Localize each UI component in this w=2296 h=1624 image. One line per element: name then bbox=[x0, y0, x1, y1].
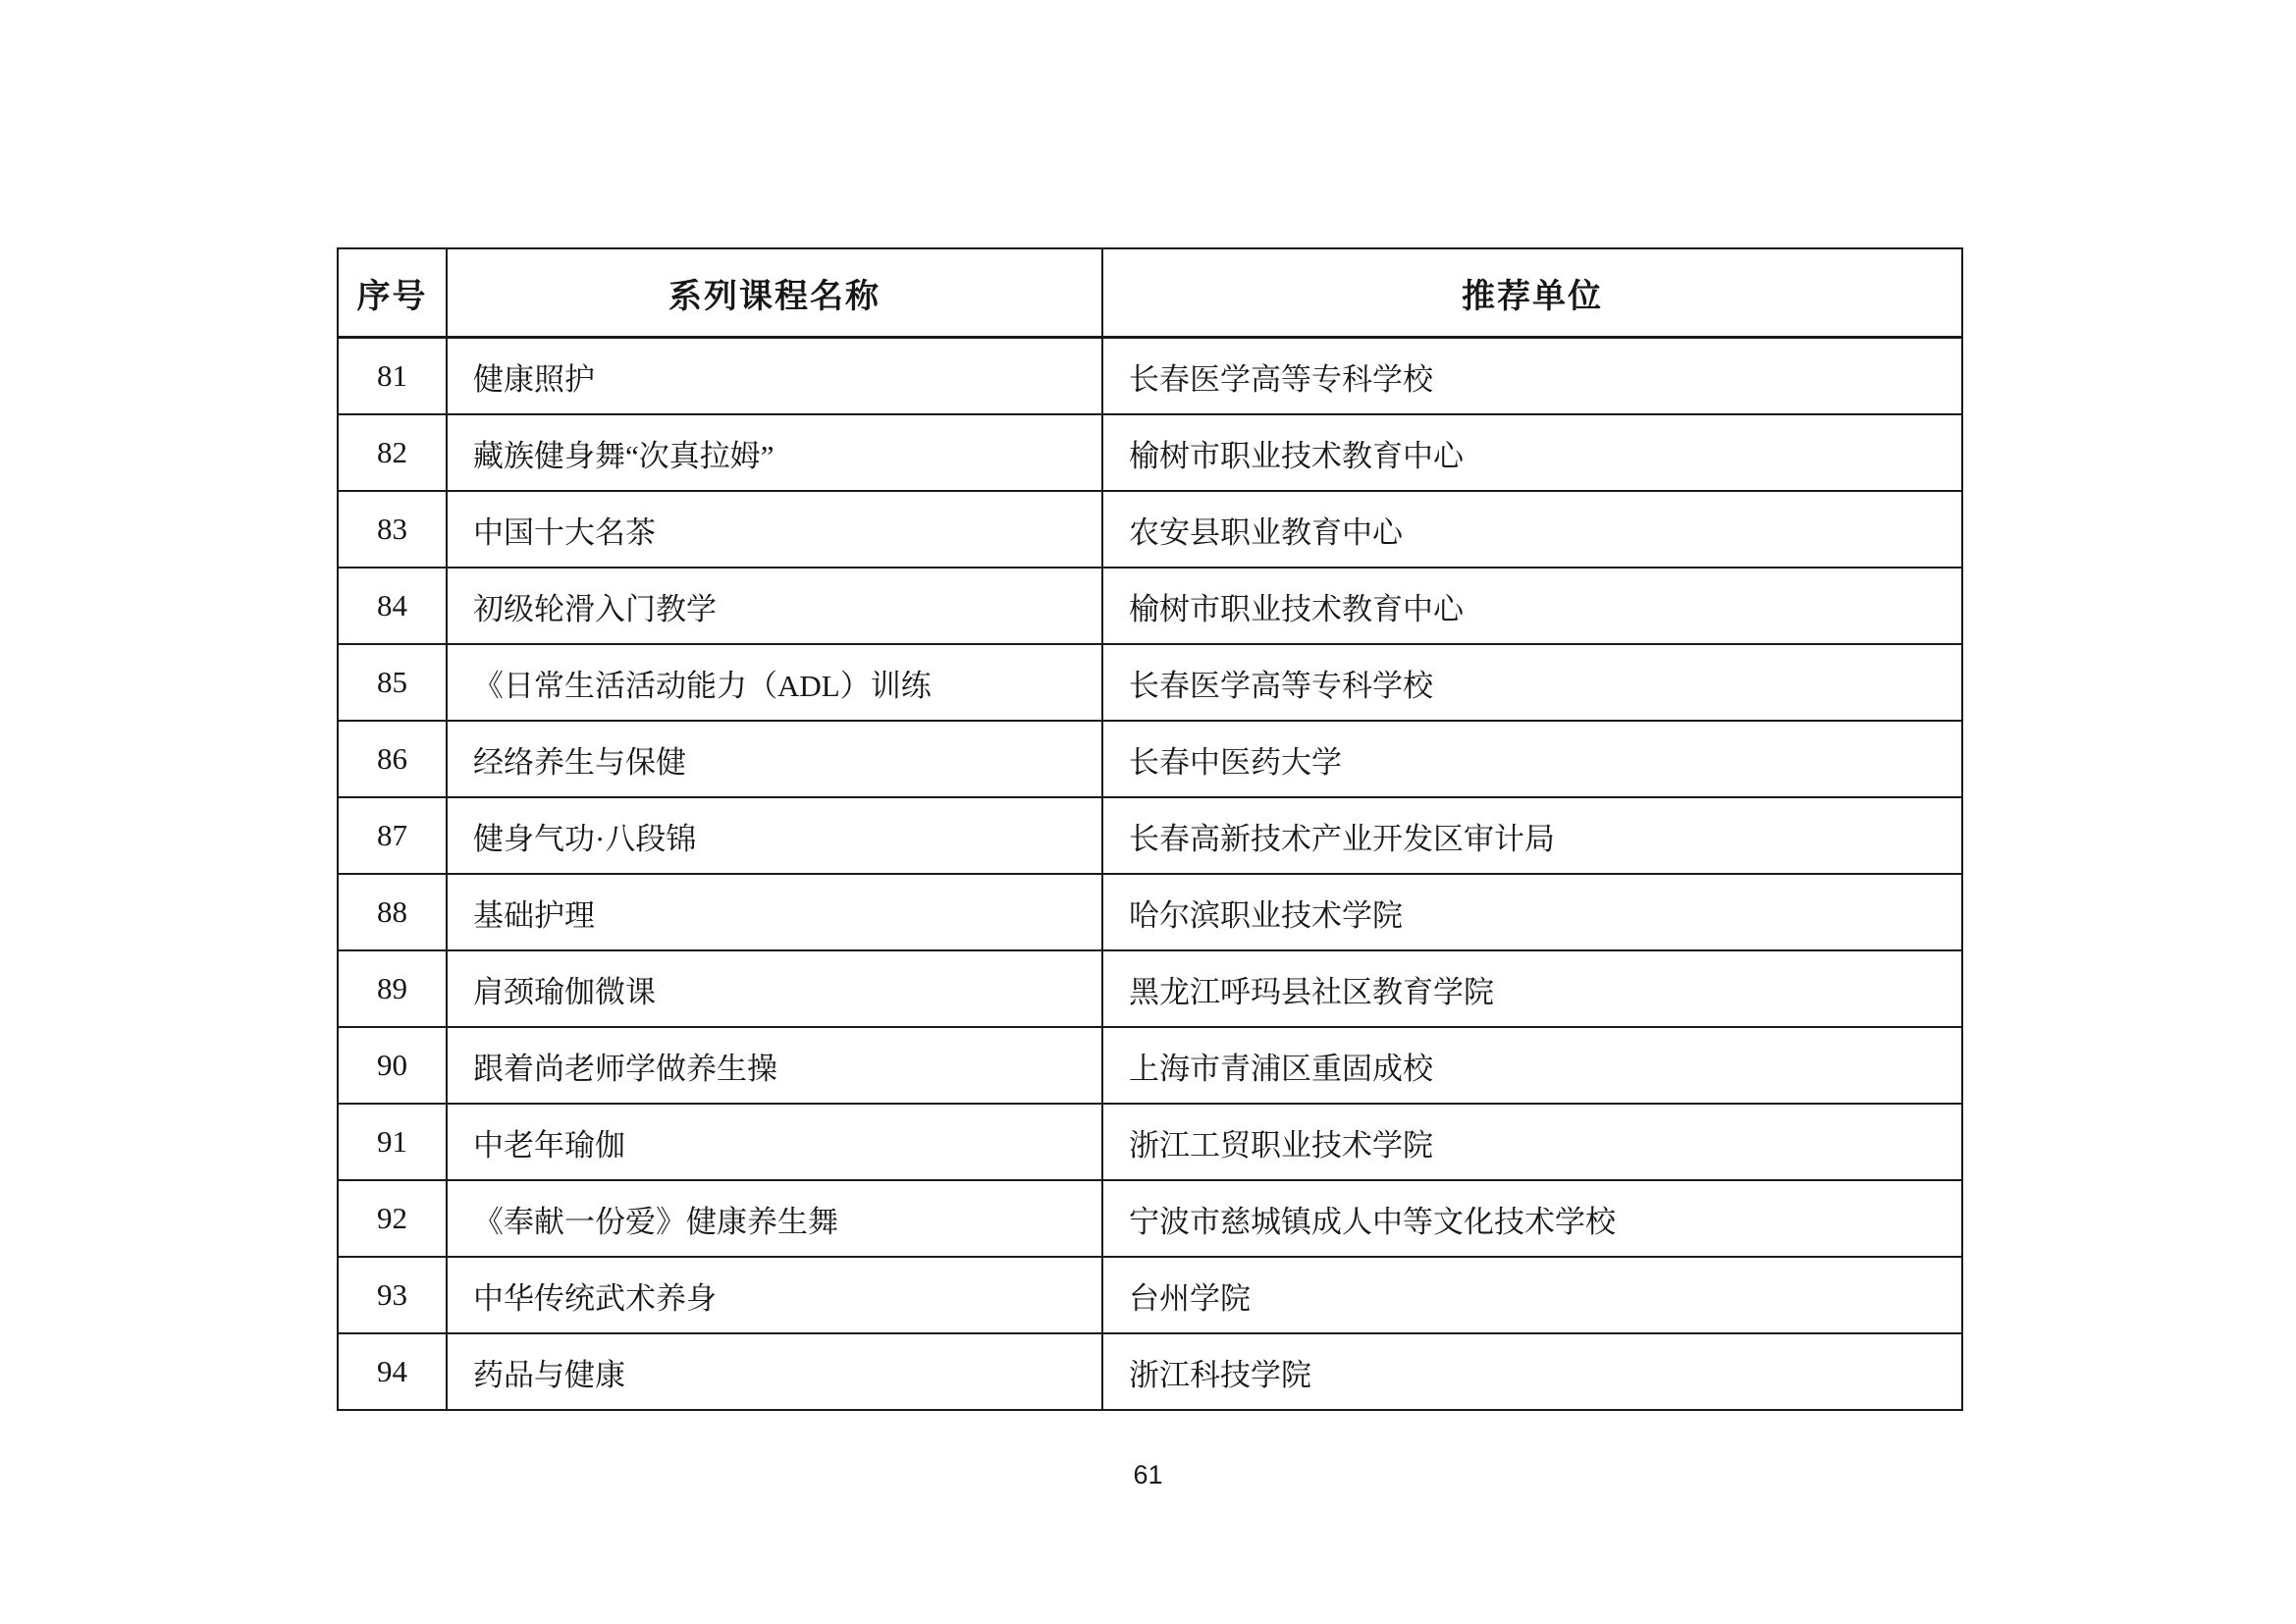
course-table-container bbox=[337, 247, 1961, 1411]
row-course-name: 中国十大名茶 bbox=[447, 491, 1102, 568]
table-row bbox=[338, 491, 1962, 568]
row-recommending-unit: 长春中医药大学 bbox=[1102, 721, 1962, 797]
row-recommending-unit: 浙江科技学院 bbox=[1102, 1333, 1962, 1410]
table-row bbox=[338, 874, 1962, 950]
row-course-name: 健身气功·八段锦 bbox=[447, 797, 1102, 874]
column-header-serial-number: 序号 bbox=[338, 248, 447, 338]
table-row bbox=[338, 797, 1962, 874]
row-course-name: 药品与健康 bbox=[447, 1333, 1102, 1410]
row-course-name: 藏族健身舞“次真拉姆” bbox=[447, 414, 1102, 491]
row-recommending-unit: 宁波市慈城镇成人中等文化技术学校 bbox=[1102, 1180, 1962, 1257]
row-recommending-unit: 台州学院 bbox=[1102, 1257, 1962, 1333]
table-row bbox=[338, 1333, 1962, 1410]
row-recommending-unit: 哈尔滨职业技术学院 bbox=[1102, 874, 1962, 950]
table-row bbox=[338, 568, 1962, 644]
row-recommending-unit: 长春医学高等专科学校 bbox=[1102, 338, 1962, 415]
row-course-name: 经络养生与保健 bbox=[447, 721, 1102, 797]
row-recommending-unit: 上海市青浦区重固成校 bbox=[1102, 1027, 1962, 1104]
row-serial-number: 89 bbox=[338, 950, 447, 1027]
row-course-name: 肩颈瑜伽微课 bbox=[447, 950, 1102, 1027]
row-serial-number: 93 bbox=[338, 1257, 447, 1333]
course-table bbox=[337, 247, 1963, 1411]
row-recommending-unit: 浙江工贸职业技术学院 bbox=[1102, 1104, 1962, 1180]
row-recommending-unit: 农安县职业教育中心 bbox=[1102, 491, 1962, 568]
table-row bbox=[338, 338, 1962, 415]
row-serial-number: 91 bbox=[338, 1104, 447, 1180]
page-number: 61 bbox=[1133, 1460, 1163, 1489]
table-body bbox=[338, 338, 1962, 1411]
row-serial-number: 83 bbox=[338, 491, 447, 568]
row-course-name: 中华传统武术养身 bbox=[447, 1257, 1102, 1333]
row-recommending-unit: 黑龙江呼玛县社区教育学院 bbox=[1102, 950, 1962, 1027]
row-serial-number: 90 bbox=[338, 1027, 447, 1104]
row-recommending-unit: 榆树市职业技术教育中心 bbox=[1102, 414, 1962, 491]
row-course-name: 《奉献一份爱》健康养生舞 bbox=[447, 1180, 1102, 1257]
row-course-name: 跟着尚老师学做养生操 bbox=[447, 1027, 1102, 1104]
row-course-name: 初级轮滑入门教学 bbox=[447, 568, 1102, 644]
row-serial-number: 92 bbox=[338, 1180, 447, 1257]
table-row bbox=[338, 721, 1962, 797]
column-header-recommending-unit: 推荐单位 bbox=[1102, 248, 1962, 338]
table-row bbox=[338, 950, 1962, 1027]
table-row bbox=[338, 1257, 1962, 1333]
row-course-name: 中老年瑜伽 bbox=[447, 1104, 1102, 1180]
header-row bbox=[338, 248, 1962, 338]
row-serial-number: 82 bbox=[338, 414, 447, 491]
row-course-name: 《日常生活活动能力（ADL）训练 bbox=[447, 644, 1102, 721]
row-serial-number: 94 bbox=[338, 1333, 447, 1410]
row-course-name: 基础护理 bbox=[447, 874, 1102, 950]
table-row bbox=[338, 1180, 1962, 1257]
row-recommending-unit: 长春医学高等专科学校 bbox=[1102, 644, 1962, 721]
column-header-course-series-name: 系列课程名称 bbox=[447, 248, 1102, 338]
row-course-name: 健康照护 bbox=[447, 338, 1102, 415]
table-row bbox=[338, 644, 1962, 721]
row-serial-number: 86 bbox=[338, 721, 447, 797]
row-serial-number: 87 bbox=[338, 797, 447, 874]
row-recommending-unit: 长春高新技术产业开发区审计局 bbox=[1102, 797, 1962, 874]
row-serial-number: 84 bbox=[338, 568, 447, 644]
row-serial-number: 85 bbox=[338, 644, 447, 721]
row-serial-number: 88 bbox=[338, 874, 447, 950]
row-serial-number: 81 bbox=[338, 338, 447, 415]
table-header bbox=[338, 248, 1962, 338]
row-recommending-unit: 榆树市职业技术教育中心 bbox=[1102, 568, 1962, 644]
table-row bbox=[338, 414, 1962, 491]
table-row bbox=[338, 1104, 1962, 1180]
table-row bbox=[338, 1027, 1962, 1104]
